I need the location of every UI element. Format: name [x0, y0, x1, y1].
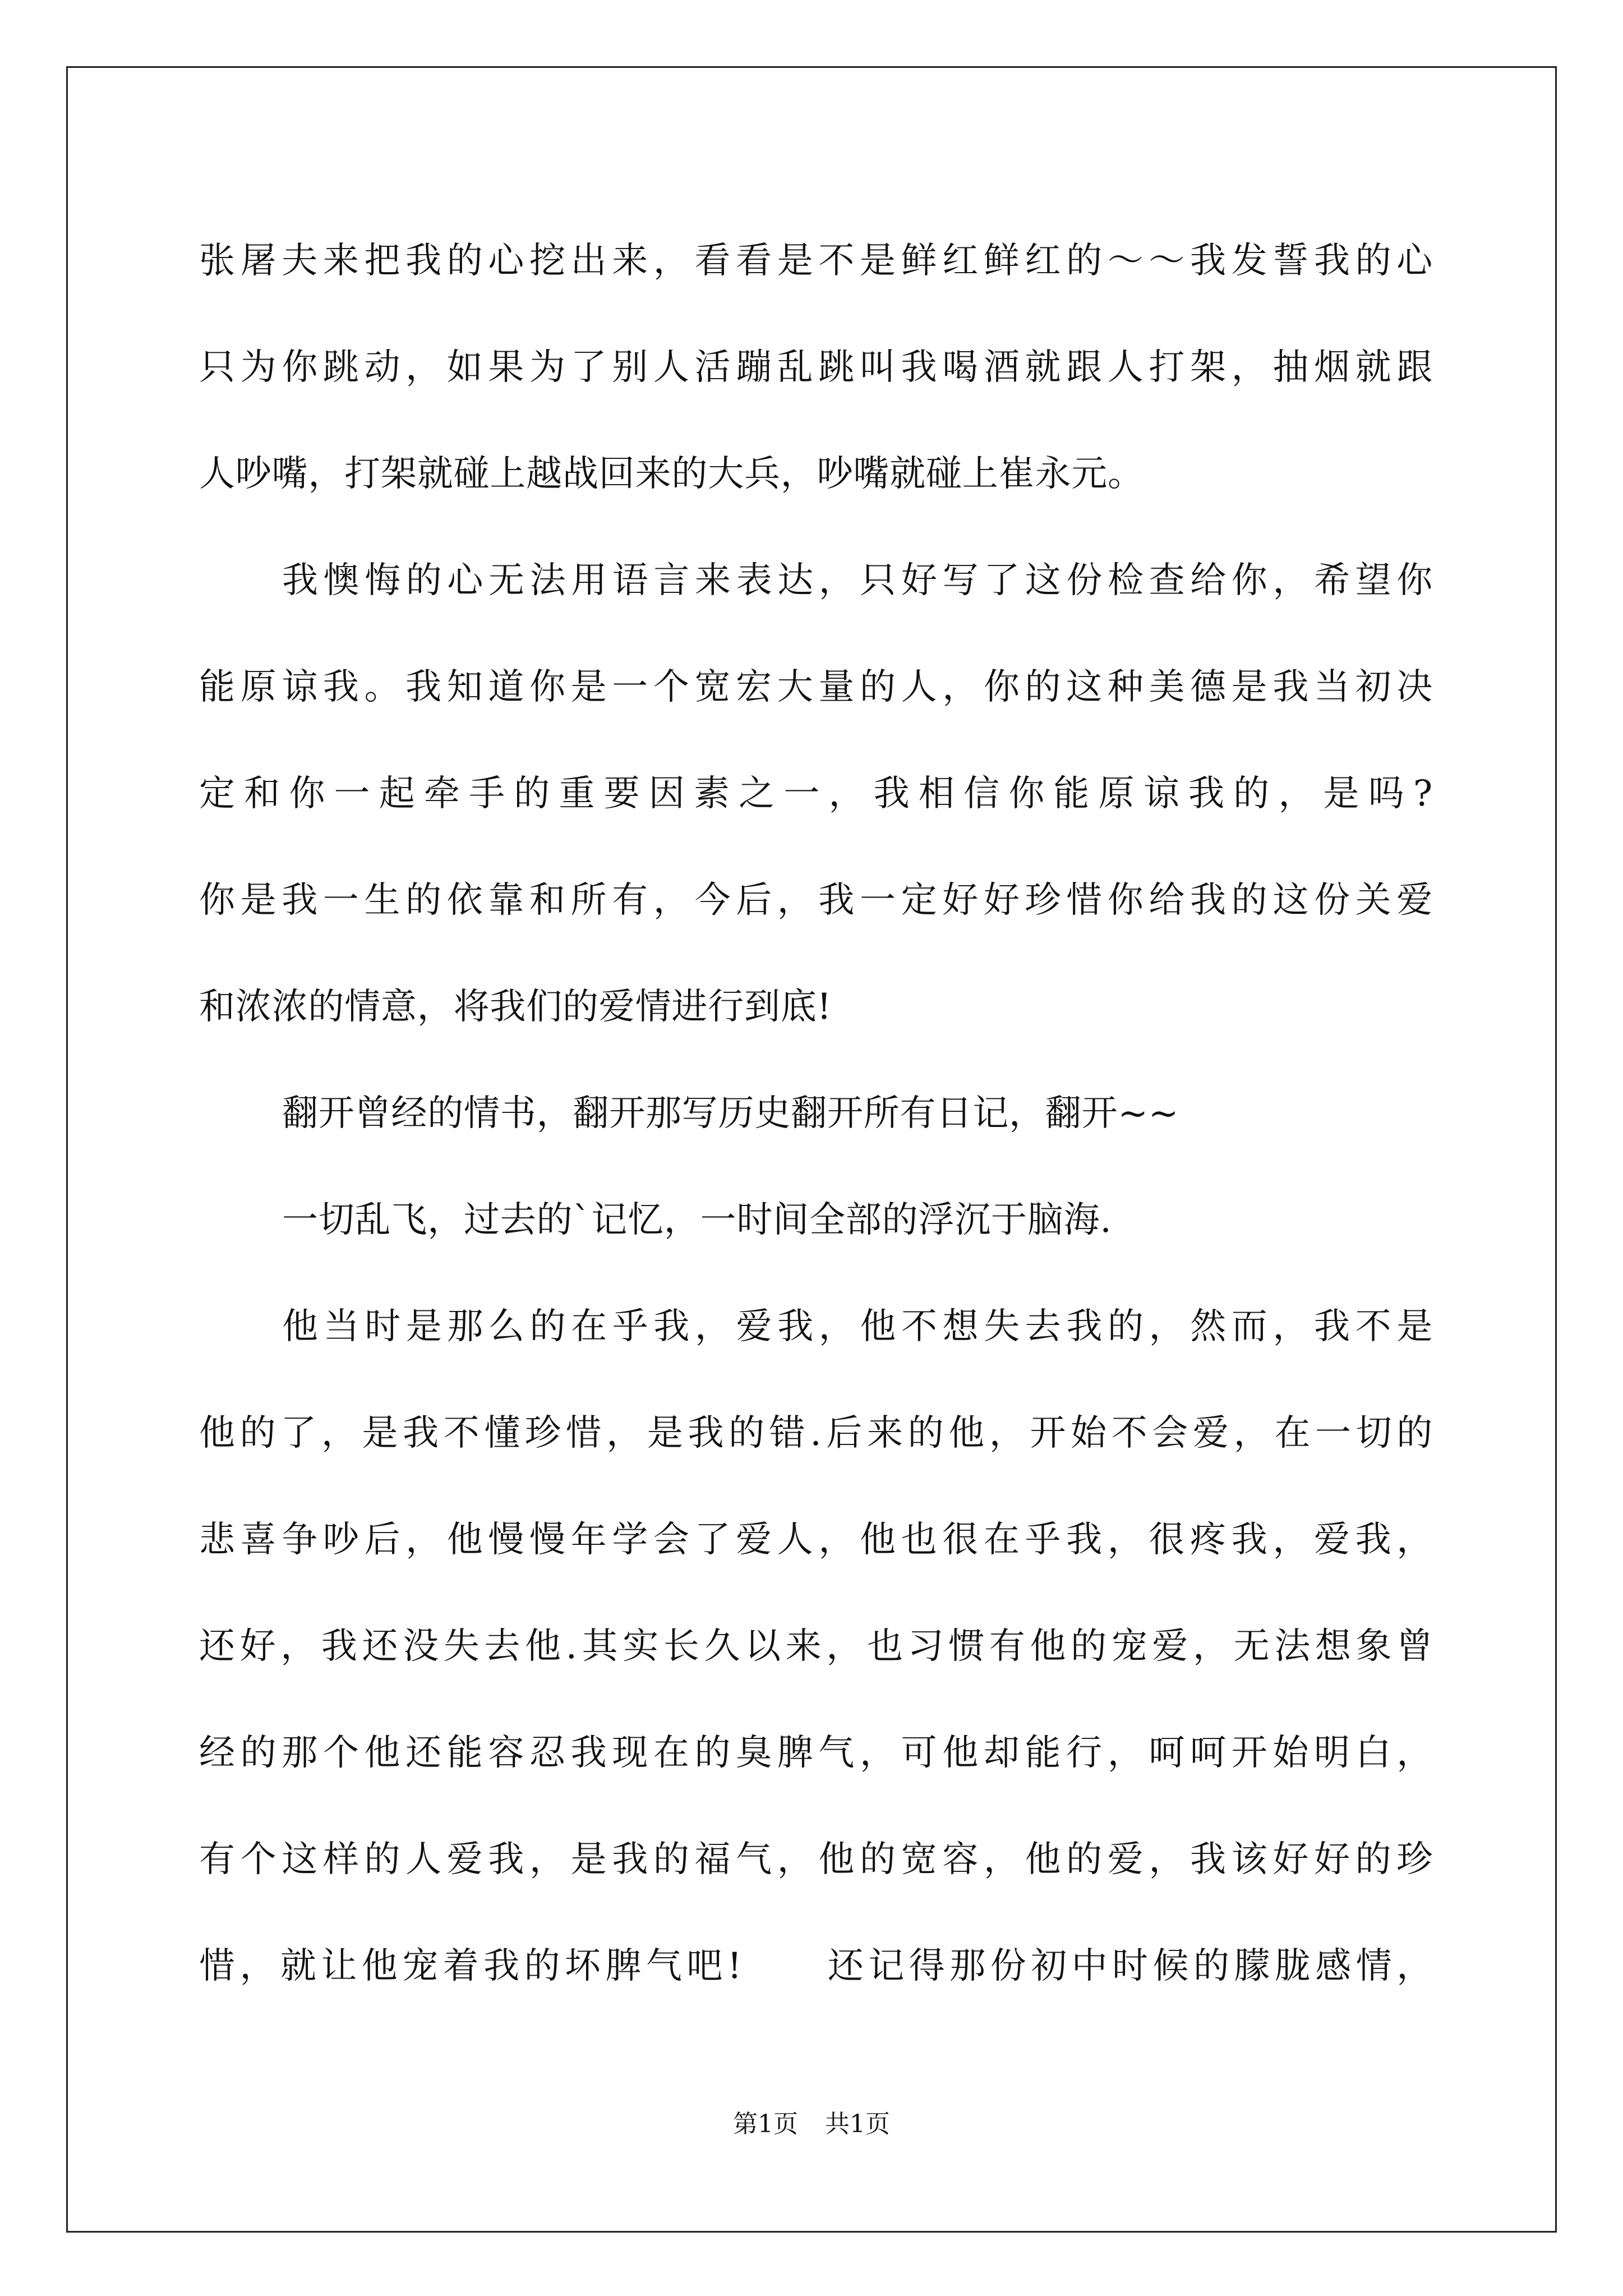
text-line: 定和你一起牵手的重要因素之一，我相信你能原谅我的，是吗?: [199, 773, 1433, 815]
text-line: 他的了，是我不懂珍惜，是我的错.后来的他，开始不会爱，在一切的: [199, 1412, 1433, 1454]
text-line: 有个这样的人爱我，是我的福气，他的宽容，他的爱，我该好好的珍: [199, 1839, 1433, 1880]
text-line: 翻开曾经的情书，翻开那写历史翻开所有日记，翻开~~: [282, 1093, 1179, 1134]
text-line: 一切乱飞，过去的`记忆，一时间全部的浮沉于脑海.: [282, 1199, 1112, 1241]
page-footer: [0, 2104, 1623, 2139]
text-line: 张屠夫来把我的心挖出来，看看是不是鲜红鲜红的～～我发誓我的心: [199, 240, 1433, 282]
text-line: 和浓浓的情意，将我们的爱情进行到底!: [199, 986, 832, 1028]
text-line: 还好，我还没失去他.其实长久以来，也习惯有他的宠爱，无法想象曾: [199, 1626, 1433, 1667]
text-line: 他当时是那么的在乎我，爱我，他不想失去我的，然而，我不是: [282, 1306, 1433, 1347]
text-line: 我懊悔的心无法用语言来表达，只好写了这份检查给你，希望你: [282, 560, 1433, 601]
text-line: 悲喜争吵后，他慢慢年学会了爱人，他也很在乎我，很疼我，爱我，: [199, 1519, 1433, 1561]
text-line: 人吵嘴，打架就碰上越战回来的大兵，吵嘴就碰上崔永元。: [199, 453, 1144, 495]
text-line: 只为你跳动，如果为了别人活蹦乱跳叫我喝酒就跟人打架，抽烟就跟: [199, 347, 1433, 388]
page-number-current: 第1页: [733, 2110, 798, 2138]
page-number-total: 共1页: [825, 2110, 890, 2138]
text-line: 你是我一生的依靠和所有，今后，我一定好好珍惜你给我的这份关爱: [199, 880, 1433, 921]
text-line: 惜，就让他宠着我的坏脾气吧! 还记得那份初中时候的朦胧感情，: [199, 1945, 1433, 1987]
document-body: [199, 208, 1433, 2019]
text-line: 经的那个他还能容忍我现在的臭脾气，可他却能行，呵呵开始明白，: [199, 1732, 1433, 1774]
text-line: 能原谅我。我知道你是一个宽宏大量的人，你的这种美德是我当初决: [199, 666, 1433, 708]
